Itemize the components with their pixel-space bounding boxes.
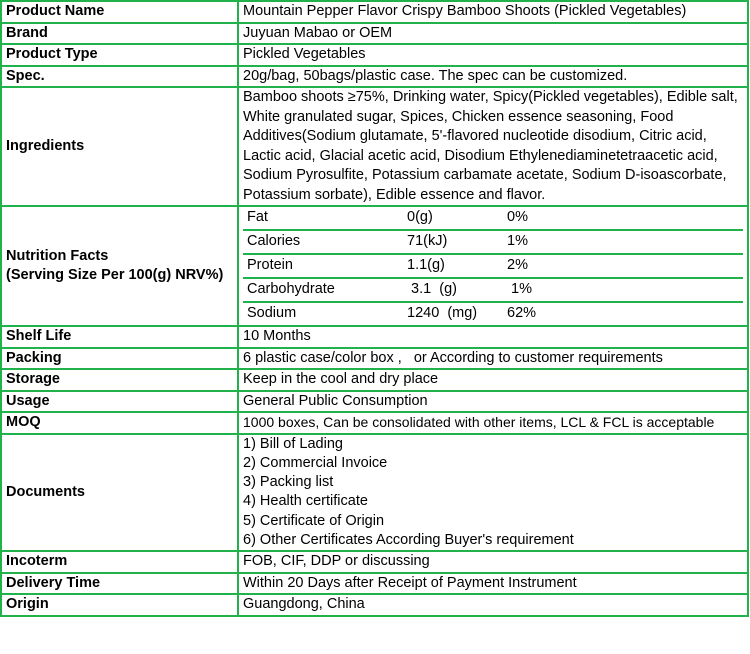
table-row-incoterm — [1, 551, 748, 573]
row-label: Documents — [1, 434, 238, 552]
document-item: 4) Health certificate — [243, 493, 368, 510]
row-label: Brand — [1, 23, 238, 45]
nutrient-name: Carbohydrate — [247, 281, 335, 298]
row-label: Packing — [1, 348, 238, 370]
row-value: General Public Consumption — [238, 391, 748, 413]
documents-list — [238, 434, 748, 552]
nutrition-table-cell — [238, 206, 748, 326]
nutrition-row — [243, 207, 743, 230]
document-item: 1) Bill of Lading — [243, 435, 343, 452]
table-row-origin — [1, 594, 748, 616]
row-label: Incoterm — [1, 551, 238, 573]
nutrient-nrv: 1% — [507, 281, 532, 298]
row-label: Storage — [1, 369, 238, 391]
nutrient-nrv: 1% — [507, 233, 528, 250]
nutrition-label-title: Nutrition Facts — [6, 247, 109, 264]
nutrition-row — [243, 302, 743, 325]
row-value: Juyuan Mabao or OEM — [238, 23, 748, 45]
nutrient-amount: 0(g) — [407, 209, 433, 226]
table-row-usage — [1, 391, 748, 413]
row-value: Bamboo shoots ≥75%, Drinking water, Spicy(Pickled vegetables), Edible salt, White granulated sugar, Spices, Chicken essence seasoning, Food Additives(Sodium glutamate, 5'-flavored nucleotide disodium, Citric acid, Lactic acid, Glacial acetic acid, Disodium Ethylenediaminetetraacetic acid, Sodium Pyrosulfite, Potassium carbamate acetate, Sodium D-isoascorbate, Potassium sorbate), Edible essence and flavor. — [238, 87, 748, 206]
row-value: Pickled Vegetables — [238, 44, 748, 66]
row-value: 20g/bag, 50bags/plastic case. The spec can be customized. — [238, 66, 748, 88]
row-value: 1000 boxes, Can be consolidated with other items, LCL & FCL is acceptable — [238, 412, 748, 434]
document-item: 5) Certificate of Origin — [243, 512, 385, 529]
nutrient-nrv: 62% — [507, 305, 537, 322]
nutrition-table — [243, 207, 743, 325]
nutrition-row — [243, 254, 743, 278]
nutrient-name: Protein — [247, 257, 293, 274]
row-value: 6 plastic case/color box , or According to customer requirements — [238, 348, 748, 370]
nutrient-amount: 71(kJ) — [407, 233, 448, 250]
table-row-ingredients — [1, 87, 748, 206]
document-item: 6) Other Certificates According Buyer's requirement — [243, 531, 574, 548]
table-row-brand — [1, 23, 748, 45]
nutrition-row — [243, 230, 743, 254]
row-label: Origin — [1, 594, 238, 616]
row-value: Keep in the cool and dry place — [238, 369, 748, 391]
table-row-product-type — [1, 44, 748, 66]
row-value: FOB, CIF, DDP or discussing — [238, 551, 748, 573]
nutrient-name: Fat — [247, 209, 268, 226]
document-item: 3) Packing list — [243, 474, 334, 491]
table-row-spec — [1, 66, 748, 88]
row-label: Usage — [1, 391, 238, 413]
row-label — [1, 206, 238, 326]
table-row-delivery-time — [1, 573, 748, 595]
nutrient-name: Sodium — [247, 305, 297, 322]
table-row-nutrition — [1, 206, 748, 326]
row-label: Shelf Life — [1, 326, 238, 348]
table-row-packing — [1, 348, 748, 370]
row-value: Guangdong, China — [238, 594, 748, 616]
nutrition-row — [243, 278, 743, 302]
nutrient-nrv: 0% — [507, 209, 528, 226]
row-value: 10 Months — [238, 326, 748, 348]
table-row-product-name — [1, 1, 748, 23]
row-value: Mountain Pepper Flavor Crispy Bamboo Shoots (Pickled Vegetables) — [238, 1, 748, 23]
row-label: Spec. — [1, 66, 238, 88]
row-label: Delivery Time — [1, 573, 238, 595]
table-row-shelf-life — [1, 326, 748, 348]
table-row-storage — [1, 369, 748, 391]
row-label: Ingredients — [1, 87, 238, 206]
nutrient-amount: 1.1(g) — [407, 257, 445, 274]
table-row-moq — [1, 412, 748, 434]
table-row-documents — [1, 434, 748, 552]
row-value: Within 20 Days after Receipt of Payment Instrument — [238, 573, 748, 595]
row-label: MOQ — [1, 412, 238, 434]
nutrient-nrv: 2% — [507, 257, 528, 274]
nutrient-amount: 3.1 (g) — [407, 281, 457, 298]
nutrient-amount: 1240 (mg) — [407, 305, 478, 322]
row-label: Product Type — [1, 44, 238, 66]
nutrient-name: Calories — [247, 233, 301, 250]
document-item: 2) Commercial Invoice — [243, 454, 388, 471]
nutrition-label-subtitle: (Serving Size Per 100(g) NRV%) — [6, 267, 224, 283]
row-label: Product Name — [1, 1, 238, 23]
